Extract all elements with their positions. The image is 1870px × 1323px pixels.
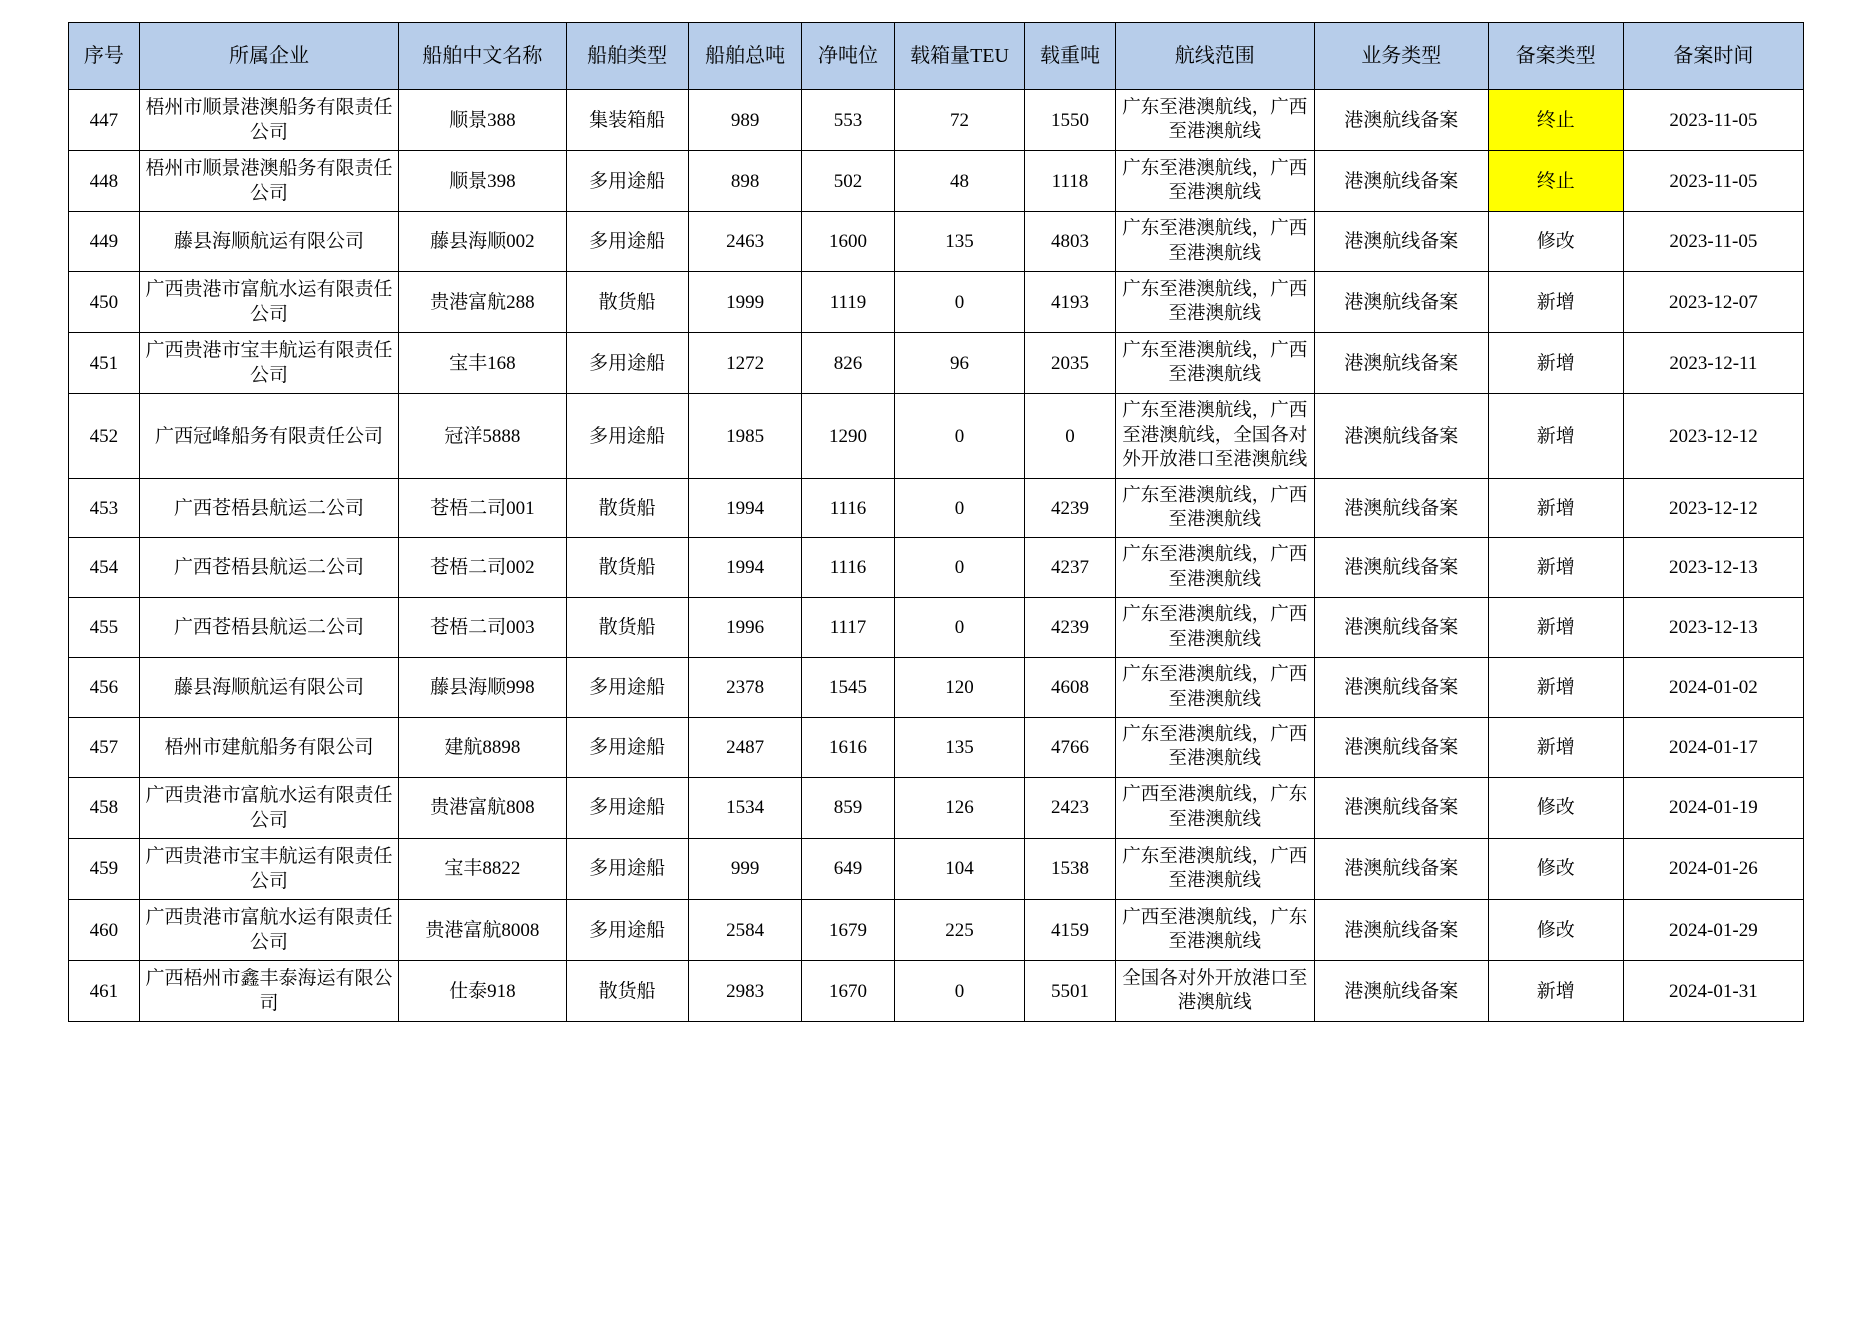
cell-company: 梧州市建航船务有限公司 [139, 717, 398, 777]
cell-ship-type: 散货船 [566, 961, 688, 1022]
cell-deadweight: 2035 [1025, 333, 1115, 394]
cell-teu: 0 [894, 272, 1025, 333]
column-header-ship-type: 船舶类型 [566, 23, 688, 90]
cell-route: 广东至港澳航线，广西至港澳航线 [1115, 272, 1314, 333]
cell-filing-date: 2024-01-19 [1623, 777, 1803, 838]
table-row [69, 598, 1804, 658]
cell-business-type: 港澳航线备案 [1314, 538, 1488, 598]
cell-ship-name: 顺景388 [399, 90, 566, 151]
cell-ship-type: 多用途船 [566, 900, 688, 961]
cell-company: 广西冠峰船务有限责任公司 [139, 394, 398, 478]
cell-net-tonnage: 1616 [802, 717, 894, 777]
cell-ship-type: 多用途船 [566, 717, 688, 777]
cell-company: 广西贵港市富航水运有限责任公司 [139, 900, 398, 961]
cell-route: 广东至港澳航线，广西至港澳航线，全国各对外开放港口至港澳航线 [1115, 394, 1314, 478]
cell-business-type: 港澳航线备案 [1314, 394, 1488, 478]
cell-teu: 0 [894, 478, 1025, 538]
cell-gross-tonnage: 1985 [688, 394, 802, 478]
cell-company: 广西贵港市宝丰航运有限责任公司 [139, 333, 398, 394]
column-header-seq: 序号 [69, 23, 140, 90]
cell-gross-tonnage: 1999 [688, 272, 802, 333]
cell-company: 广西贵港市富航水运有限责任公司 [139, 777, 398, 838]
cell-teu: 120 [894, 658, 1025, 718]
cell-net-tonnage: 1290 [802, 394, 894, 478]
column-header-ship-name: 船舶中文名称 [399, 23, 566, 90]
cell-gross-tonnage: 2487 [688, 717, 802, 777]
cell-ship-name: 藤县海顺002 [399, 212, 566, 272]
cell-net-tonnage: 859 [802, 777, 894, 838]
cell-gross-tonnage: 1994 [688, 478, 802, 538]
column-header-teu: 载箱量TEU [894, 23, 1025, 90]
cell-seq: 454 [69, 538, 140, 598]
cell-route: 广东至港澳航线，广西至港澳航线 [1115, 212, 1314, 272]
table-row [69, 717, 1804, 777]
table-row [69, 658, 1804, 718]
cell-ship-name: 苍梧二司001 [399, 478, 566, 538]
cell-seq: 452 [69, 394, 140, 478]
cell-seq: 459 [69, 838, 140, 899]
cell-ship-type: 多用途船 [566, 658, 688, 718]
cell-filing-type: 修改 [1488, 900, 1623, 961]
cell-route: 广西至港澳航线，广东至港澳航线 [1115, 900, 1314, 961]
cell-teu: 0 [894, 598, 1025, 658]
column-header-net-tonnage: 净吨位 [802, 23, 894, 90]
cell-gross-tonnage: 999 [688, 838, 802, 899]
cell-net-tonnage: 1545 [802, 658, 894, 718]
cell-ship-type: 散货船 [566, 598, 688, 658]
cell-route: 广东至港澳航线，广西至港澳航线 [1115, 538, 1314, 598]
cell-route: 广东至港澳航线，广西至港澳航线 [1115, 598, 1314, 658]
cell-net-tonnage: 553 [802, 90, 894, 151]
cell-filing-type: 新增 [1488, 272, 1623, 333]
cell-net-tonnage: 1679 [802, 900, 894, 961]
cell-ship-type: 散货船 [566, 538, 688, 598]
cell-filing-type: 新增 [1488, 598, 1623, 658]
cell-teu: 48 [894, 151, 1025, 212]
cell-route: 广东至港澳航线，广西至港澳航线 [1115, 838, 1314, 899]
cell-teu: 135 [894, 212, 1025, 272]
cell-gross-tonnage: 2983 [688, 961, 802, 1022]
table-row [69, 272, 1804, 333]
cell-net-tonnage: 1116 [802, 478, 894, 538]
cell-filing-type: 新增 [1488, 478, 1623, 538]
table-body [69, 90, 1804, 1022]
table-row [69, 478, 1804, 538]
cell-filing-type: 修改 [1488, 838, 1623, 899]
cell-company: 广西贵港市宝丰航运有限责任公司 [139, 838, 398, 899]
cell-business-type: 港澳航线备案 [1314, 717, 1488, 777]
cell-ship-name: 冠洋5888 [399, 394, 566, 478]
column-header-route: 航线范围 [1115, 23, 1314, 90]
cell-company: 广西苍梧县航运二公司 [139, 598, 398, 658]
cell-filing-type: 新增 [1488, 394, 1623, 478]
cell-route: 广东至港澳航线，广西至港澳航线 [1115, 90, 1314, 151]
cell-net-tonnage: 1116 [802, 538, 894, 598]
cell-route: 广东至港澳航线，广西至港澳航线 [1115, 333, 1314, 394]
cell-ship-type: 集装箱船 [566, 90, 688, 151]
cell-deadweight: 4193 [1025, 272, 1115, 333]
cell-seq: 457 [69, 717, 140, 777]
table-row [69, 900, 1804, 961]
cell-deadweight: 1538 [1025, 838, 1115, 899]
cell-filing-date: 2023-12-12 [1623, 478, 1803, 538]
cell-deadweight: 4766 [1025, 717, 1115, 777]
cell-business-type: 港澳航线备案 [1314, 658, 1488, 718]
cell-company: 梧州市顺景港澳船务有限责任公司 [139, 90, 398, 151]
cell-gross-tonnage: 2463 [688, 212, 802, 272]
cell-ship-name: 建航8898 [399, 717, 566, 777]
column-header-business-type: 业务类型 [1314, 23, 1488, 90]
cell-seq: 450 [69, 272, 140, 333]
cell-business-type: 港澳航线备案 [1314, 333, 1488, 394]
cell-ship-name: 仕泰918 [399, 961, 566, 1022]
cell-net-tonnage: 649 [802, 838, 894, 899]
cell-ship-name: 苍梧二司002 [399, 538, 566, 598]
table-row [69, 333, 1804, 394]
cell-gross-tonnage: 1534 [688, 777, 802, 838]
cell-business-type: 港澳航线备案 [1314, 90, 1488, 151]
cell-teu: 225 [894, 900, 1025, 961]
cell-teu: 96 [894, 333, 1025, 394]
cell-deadweight: 2423 [1025, 777, 1115, 838]
cell-filing-type: 修改 [1488, 212, 1623, 272]
cell-ship-type: 多用途船 [566, 394, 688, 478]
cell-gross-tonnage: 1272 [688, 333, 802, 394]
cell-gross-tonnage: 989 [688, 90, 802, 151]
cell-company: 梧州市顺景港澳船务有限责任公司 [139, 151, 398, 212]
cell-net-tonnage: 502 [802, 151, 894, 212]
cell-deadweight: 4237 [1025, 538, 1115, 598]
cell-seq: 460 [69, 900, 140, 961]
cell-filing-date: 2024-01-29 [1623, 900, 1803, 961]
cell-deadweight: 1118 [1025, 151, 1115, 212]
cell-seq: 453 [69, 478, 140, 538]
cell-gross-tonnage: 1996 [688, 598, 802, 658]
cell-ship-name: 贵港富航8008 [399, 900, 566, 961]
cell-filing-date: 2024-01-26 [1623, 838, 1803, 899]
cell-company: 广西苍梧县航运二公司 [139, 478, 398, 538]
cell-teu: 126 [894, 777, 1025, 838]
cell-route: 广西至港澳航线，广东至港澳航线 [1115, 777, 1314, 838]
cell-ship-name: 宝丰8822 [399, 838, 566, 899]
cell-company: 藤县海顺航运有限公司 [139, 212, 398, 272]
cell-net-tonnage: 1670 [802, 961, 894, 1022]
table-header [69, 23, 1804, 90]
cell-ship-type: 多用途船 [566, 838, 688, 899]
cell-business-type: 港澳航线备案 [1314, 478, 1488, 538]
table-header-row [69, 23, 1804, 90]
cell-seq: 448 [69, 151, 140, 212]
cell-filing-date: 2023-12-07 [1623, 272, 1803, 333]
cell-ship-name: 宝丰168 [399, 333, 566, 394]
table-row [69, 961, 1804, 1022]
cell-net-tonnage: 826 [802, 333, 894, 394]
cell-route: 广东至港澳航线，广西至港澳航线 [1115, 658, 1314, 718]
cell-ship-type: 多用途船 [566, 333, 688, 394]
cell-business-type: 港澳航线备案 [1314, 212, 1488, 272]
cell-ship-type: 散货船 [566, 478, 688, 538]
cell-seq: 449 [69, 212, 140, 272]
column-header-company: 所属企业 [139, 23, 398, 90]
cell-deadweight: 4239 [1025, 598, 1115, 658]
cell-filing-date: 2023-11-05 [1623, 90, 1803, 151]
cell-teu: 0 [894, 538, 1025, 598]
cell-business-type: 港澳航线备案 [1314, 777, 1488, 838]
table-row [69, 777, 1804, 838]
cell-seq: 447 [69, 90, 140, 151]
cell-ship-name: 贵港富航288 [399, 272, 566, 333]
cell-company: 藤县海顺航运有限公司 [139, 658, 398, 718]
cell-business-type: 港澳航线备案 [1314, 598, 1488, 658]
cell-deadweight: 5501 [1025, 961, 1115, 1022]
cell-filing-date: 2023-12-13 [1623, 598, 1803, 658]
cell-filing-type: 新增 [1488, 717, 1623, 777]
cell-business-type: 港澳航线备案 [1314, 900, 1488, 961]
cell-net-tonnage: 1600 [802, 212, 894, 272]
cell-ship-name: 顺景398 [399, 151, 566, 212]
column-header-filing-date: 备案时间 [1623, 23, 1803, 90]
cell-teu: 0 [894, 961, 1025, 1022]
cell-business-type: 港澳航线备案 [1314, 272, 1488, 333]
cell-filing-date: 2023-12-13 [1623, 538, 1803, 598]
cell-seq: 455 [69, 598, 140, 658]
column-header-deadweight: 载重吨 [1025, 23, 1115, 90]
cell-filing-date: 2023-12-12 [1623, 394, 1803, 478]
cell-deadweight: 4159 [1025, 900, 1115, 961]
cell-ship-name: 贵港富航808 [399, 777, 566, 838]
table-row [69, 538, 1804, 598]
cell-deadweight: 1550 [1025, 90, 1115, 151]
column-header-filing-type: 备案类型 [1488, 23, 1623, 90]
cell-gross-tonnage: 2378 [688, 658, 802, 718]
cell-route: 广东至港澳航线，广西至港澳航线 [1115, 717, 1314, 777]
column-header-gross-tonnage: 船舶总吨 [688, 23, 802, 90]
cell-teu: 135 [894, 717, 1025, 777]
cell-seq: 458 [69, 777, 140, 838]
table-row [69, 394, 1804, 478]
cell-gross-tonnage: 2584 [688, 900, 802, 961]
cell-filing-date: 2023-11-05 [1623, 212, 1803, 272]
cell-route: 广东至港澳航线，广西至港澳航线 [1115, 478, 1314, 538]
cell-net-tonnage: 1117 [802, 598, 894, 658]
cell-teu: 104 [894, 838, 1025, 899]
cell-seq: 461 [69, 961, 140, 1022]
cell-deadweight: 4608 [1025, 658, 1115, 718]
cell-filing-type: 修改 [1488, 777, 1623, 838]
cell-company: 广西苍梧县航运二公司 [139, 538, 398, 598]
cell-ship-type: 散货船 [566, 272, 688, 333]
cell-gross-tonnage: 1994 [688, 538, 802, 598]
cell-net-tonnage: 1119 [802, 272, 894, 333]
cell-filing-type: 新增 [1488, 961, 1623, 1022]
cell-route: 全国各对外开放港口至港澳航线 [1115, 961, 1314, 1022]
cell-filing-date: 2024-01-17 [1623, 717, 1803, 777]
table-row [69, 90, 1804, 151]
cell-filing-date: 2024-01-31 [1623, 961, 1803, 1022]
cell-filing-type: 新增 [1488, 333, 1623, 394]
cell-business-type: 港澳航线备案 [1314, 961, 1488, 1022]
table-row [69, 212, 1804, 272]
cell-deadweight: 0 [1025, 394, 1115, 478]
cell-teu: 72 [894, 90, 1025, 151]
ship-filing-table [68, 22, 1804, 1022]
cell-ship-type: 多用途船 [566, 212, 688, 272]
cell-deadweight: 4803 [1025, 212, 1115, 272]
cell-filing-type: 新增 [1488, 658, 1623, 718]
cell-ship-name: 藤县海顺998 [399, 658, 566, 718]
cell-seq: 456 [69, 658, 140, 718]
cell-route: 广东至港澳航线，广西至港澳航线 [1115, 151, 1314, 212]
cell-seq: 451 [69, 333, 140, 394]
cell-filing-date: 2023-11-05 [1623, 151, 1803, 212]
cell-teu: 0 [894, 394, 1025, 478]
cell-filing-type: 新增 [1488, 538, 1623, 598]
cell-filing-date: 2024-01-02 [1623, 658, 1803, 718]
cell-ship-type: 多用途船 [566, 777, 688, 838]
cell-company: 广西梧州市鑫丰泰海运有限公司 [139, 961, 398, 1022]
table-row [69, 151, 1804, 212]
cell-gross-tonnage: 898 [688, 151, 802, 212]
cell-company: 广西贵港市富航水运有限责任公司 [139, 272, 398, 333]
cell-business-type: 港澳航线备案 [1314, 151, 1488, 212]
table-row [69, 838, 1804, 899]
cell-filing-date: 2023-12-11 [1623, 333, 1803, 394]
cell-deadweight: 4239 [1025, 478, 1115, 538]
cell-filing-type: 终止 [1488, 90, 1623, 151]
cell-ship-type: 多用途船 [566, 151, 688, 212]
cell-business-type: 港澳航线备案 [1314, 838, 1488, 899]
cell-ship-name: 苍梧二司003 [399, 598, 566, 658]
cell-filing-type: 终止 [1488, 151, 1623, 212]
